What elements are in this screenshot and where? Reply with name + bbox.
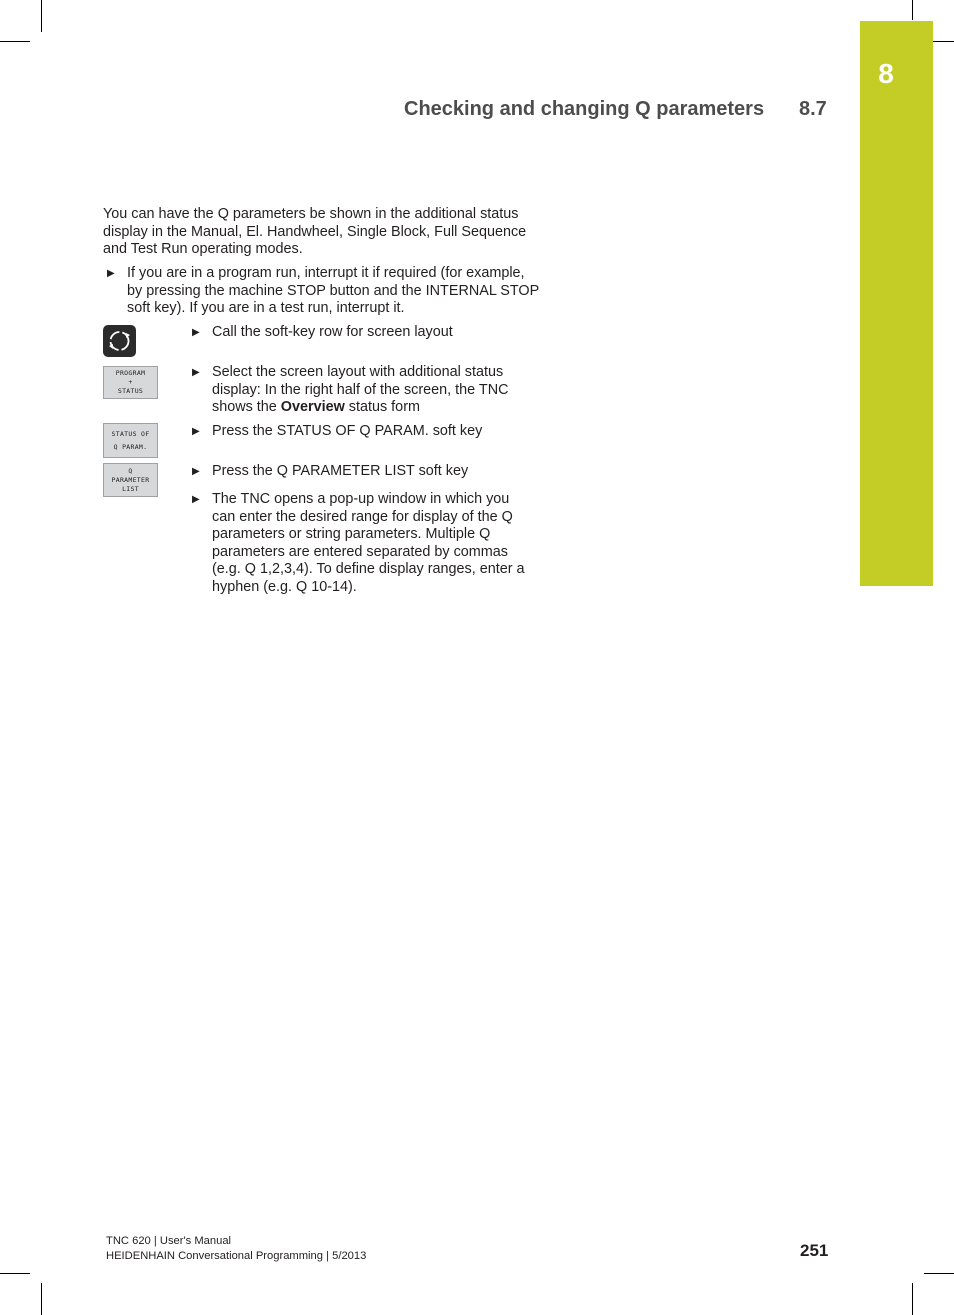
softkey-label: STATUS OF xyxy=(111,429,150,438)
triangle-right-icon: ▶ xyxy=(192,327,200,338)
softkey-label: Q xyxy=(128,466,133,475)
step-text: If you are in a program run, interrupt it if required (for example, by pressing the machine STOP button and the INTERNAL STOP soft key). If you are in a test run, interrupt it. xyxy=(127,265,539,316)
softkey-label: Q PARAM. xyxy=(113,442,148,451)
crop-mark xyxy=(912,1283,913,1315)
softkey-label: PARAMETER xyxy=(111,475,150,484)
step-text: Call the soft-key row for screen layout xyxy=(212,324,453,340)
softkey-q-parameter-list[interactable] xyxy=(103,463,158,497)
step-text-before: Select the screen layout with additional status display: In the right half of the screen, the TNC shows the xyxy=(212,364,509,415)
section-number: 8.7 xyxy=(799,98,827,120)
softkey-status-of-q-param[interactable] xyxy=(103,423,158,458)
overview-term: Overview xyxy=(280,399,345,415)
triangle-right-icon: ▶ xyxy=(192,426,200,437)
page-number: 251 xyxy=(800,1241,829,1260)
softkey-label: STATUS xyxy=(117,387,144,395)
triangle-right-icon: ▶ xyxy=(192,466,200,477)
step-text xyxy=(212,364,532,417)
crop-mark xyxy=(912,0,913,20)
step-text-after: status form xyxy=(344,399,420,415)
footer-line-2: HEIDENHAIN Conversational Programming | 5/2013 xyxy=(106,1249,367,1262)
softkey-label: PROGRAM xyxy=(115,369,146,377)
softkey-program-status[interactable] xyxy=(103,366,158,399)
step-text: The TNC opens a pop-up window in which you can enter the desired range for display of the Q parameters or string parameters. Multiple Q parameters are entered separated by commas (e.g. Q 1,2,3,4). To define display ranges, enter a hyphen (e.g. Q 10-14). xyxy=(212,491,525,595)
section-title: Checking and changing Q parameters xyxy=(404,98,765,120)
step-text: Press the STATUS OF Q PARAM. soft key xyxy=(212,423,483,439)
crop-mark xyxy=(41,1283,42,1315)
step-text: Press the Q PARAMETER LIST soft key xyxy=(212,463,469,479)
footer xyxy=(106,1234,366,1263)
softkey-label: LIST xyxy=(122,484,139,493)
screen-layout-key-icon[interactable] xyxy=(103,325,136,357)
triangle-right-icon: ▶ xyxy=(192,494,200,505)
intro-paragraph: You can have the Q parameters be shown in the additional status display in the Manual, El. Handwheel, Single Block, Full Sequence and Test Run operating modes. xyxy=(103,206,527,257)
crop-mark xyxy=(0,1273,30,1274)
triangle-right-icon: ▶ xyxy=(107,268,115,279)
triangle-right-icon: ▶ xyxy=(192,367,200,378)
footer-line-1: TNC 620 | User's Manual xyxy=(106,1235,232,1247)
rotate-arrows-icon xyxy=(103,325,136,357)
chapter-number: 8 xyxy=(878,58,894,89)
crop-mark xyxy=(924,1273,954,1274)
softkey-label: + xyxy=(128,378,133,386)
crop-mark xyxy=(0,41,30,42)
crop-mark xyxy=(41,0,42,32)
chapter-tab xyxy=(860,21,933,586)
